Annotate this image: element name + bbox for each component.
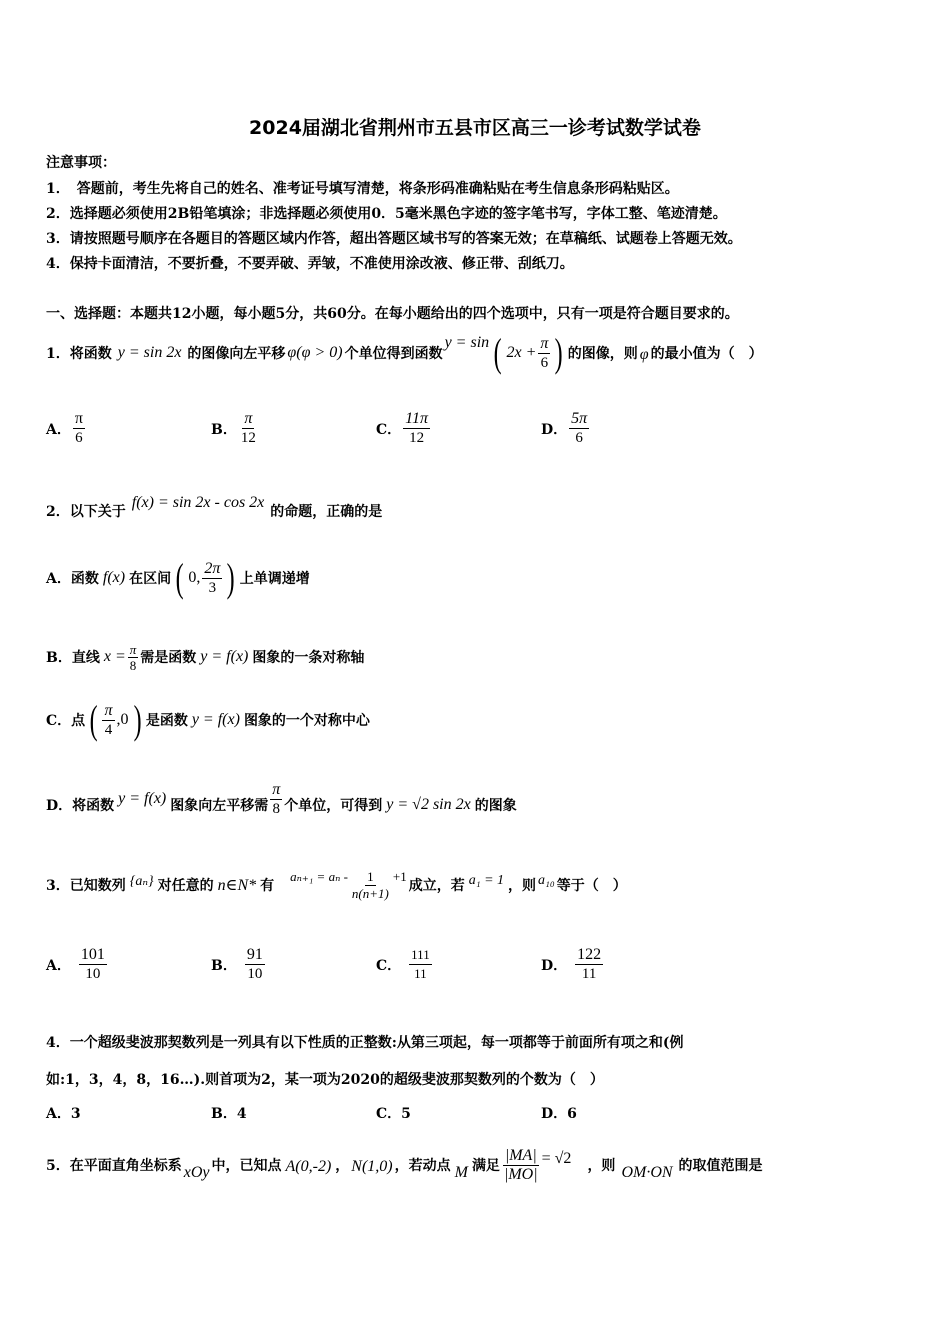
- question-3: [46, 862, 627, 908]
- q5-text-5: 满足: [471, 1158, 500, 1174]
- q3-math-2: n∈N*: [217, 877, 257, 894]
- q1-option-a: [46, 410, 85, 447]
- q2-option-c: [46, 697, 370, 743]
- q3-text-3: 有: [260, 878, 275, 894]
- option-math: y = f(x): [191, 711, 240, 728]
- notice-heading: 注意事项：: [46, 155, 116, 171]
- option-math: 0,: [188, 569, 201, 586]
- option-label: A．: [46, 421, 71, 438]
- option-label: C．: [376, 421, 402, 438]
- question-2: [46, 496, 382, 526]
- q5-math-3: N(1,0): [351, 1158, 393, 1175]
- frac-den: 8: [272, 800, 280, 817]
- option-text: 是函数: [145, 713, 188, 729]
- option-fraction: [245, 946, 265, 983]
- frac-num: 2π: [204, 559, 221, 577]
- option-math: x =: [103, 648, 126, 665]
- frac-den: 11: [581, 966, 597, 982]
- q1-text-4: 的图像，则: [567, 346, 638, 362]
- q3-math-5: a₁₀: [538, 873, 555, 888]
- q2-text-1: 2．以下关于: [46, 504, 126, 520]
- option-fraction: [409, 946, 432, 983]
- frac-den: 12: [240, 430, 256, 446]
- option-math: ,0: [116, 711, 129, 728]
- q4-option-d: D．6: [541, 1106, 577, 1122]
- q3-math-1: {aₙ}: [129, 873, 154, 889]
- frac-den: 12: [409, 430, 425, 446]
- option-text: 个单位，可得到: [284, 798, 383, 814]
- q4-option-a: A．3: [46, 1106, 81, 1122]
- frac-num: π: [104, 701, 113, 719]
- q3-text-5: ，则: [508, 878, 537, 894]
- q5-math-1: xOy: [183, 1164, 210, 1181]
- frac-den: 6: [75, 430, 83, 446]
- option-text: C．点: [46, 713, 86, 729]
- option-text: 图象的一个对称中心: [243, 713, 370, 729]
- notice-item-3: 3．请按照题号顺序在各题目的答题区域内作答，超出答题区域书写的答案无效；在草稿纸、试题卷上答题无效。: [46, 231, 742, 247]
- q1-frac-num: π: [540, 334, 549, 352]
- frac-den: 11: [414, 966, 427, 981]
- notice-item-1: 1． 答题前，考生先将自己的姓名、准考证号填写清楚，将条形码准确粘贴在考生信息条形码粘贴区。: [46, 181, 679, 197]
- option-fraction: [403, 410, 430, 447]
- option-fraction: [239, 410, 258, 447]
- q3-option-c: [376, 946, 432, 983]
- frac-den: n(n+1): [351, 885, 389, 901]
- option-fraction: [202, 560, 222, 597]
- q5-fraction: [502, 1147, 540, 1184]
- q3-text-1: 3．已知数列: [46, 878, 126, 894]
- q4-option-b: B．4: [211, 1106, 247, 1122]
- frac-den: 3: [208, 579, 217, 596]
- section-heading: 一、选择题：本题共12小题，每小题5分，共60分。在每小题给出的四个选项中，只有一项是符合题目要求的。: [46, 306, 739, 322]
- option-text: A．函数: [46, 571, 99, 587]
- frac-den: |MO|: [503, 1165, 538, 1183]
- q1-math-4: φ: [639, 346, 649, 363]
- option-text: 图象的一条对称轴: [252, 650, 365, 666]
- q5-math-4: M: [454, 1164, 468, 1181]
- q1-math-3b: 2x +: [506, 344, 537, 361]
- option-text: 在区间: [129, 571, 172, 587]
- q1-math-1: y = sin 2x: [117, 344, 182, 361]
- q3-option-b: [211, 946, 265, 983]
- q3-math-4: a₁ = 1: [468, 873, 505, 888]
- option-label: B．: [211, 957, 237, 974]
- q5-math-5: = √2: [541, 1150, 572, 1167]
- option-text: 图象向左平移需: [170, 798, 269, 814]
- q1-option-d: [541, 410, 589, 447]
- q3-text-2: 对任意的: [157, 878, 214, 894]
- q5-text-1: 5．在平面直角坐标系: [46, 1158, 182, 1174]
- q5-text-3: ，: [335, 1158, 350, 1174]
- lparen: (: [89, 697, 98, 742]
- q1-option-c: [376, 410, 430, 447]
- q1-lparen: (: [493, 330, 502, 375]
- q2-option-d: [46, 780, 517, 830]
- q5-math-2: A(0,-2): [285, 1158, 332, 1175]
- q3-text-4: 成立，若: [408, 878, 465, 894]
- q3-math-3b: +1: [392, 869, 407, 884]
- frac-num: π: [129, 641, 137, 657]
- option-text: B．直线: [46, 650, 100, 666]
- q5-text-6: ，则: [587, 1158, 616, 1174]
- q3-option-d: [541, 946, 603, 983]
- q1-text-2: 的图像向左平移: [187, 346, 286, 362]
- q3-math-3a: aₙ₊₁ = aₙ -: [290, 869, 348, 884]
- frac-num: π: [272, 780, 281, 798]
- frac-num: |MA|: [504, 1146, 537, 1164]
- option-label: C．: [376, 957, 402, 974]
- q2-option-a: [46, 555, 310, 601]
- option-math: f(x): [102, 569, 126, 586]
- option-label: D．: [541, 957, 568, 974]
- q1-rparen: ): [555, 330, 564, 375]
- q1-math-3a: y = sin: [444, 334, 490, 351]
- q3-option-a: [46, 946, 107, 983]
- option-text: 上单调递增: [239, 571, 310, 587]
- option-fraction: [575, 946, 603, 983]
- option-math: y = f(x): [118, 790, 167, 807]
- option-text: 需是函数: [140, 650, 197, 666]
- q1-math-2: φ(φ > 0): [287, 344, 343, 361]
- frac-den: 8: [129, 657, 137, 673]
- rparen: ): [133, 697, 142, 742]
- option-text: 的图象: [474, 798, 517, 814]
- option-label: B．: [211, 421, 237, 438]
- frac-den: 10: [247, 966, 263, 982]
- q1-text-5: 的最小值为（ ）: [650, 346, 763, 362]
- q1-frac-den: 6: [540, 354, 549, 371]
- lparen: (: [175, 555, 184, 600]
- q5-text-7: 的取值范围是: [678, 1158, 763, 1174]
- q4-option-c: C．5: [376, 1106, 411, 1122]
- notice-item-4: 4．保持卡面清洁，不要折叠，不要弄破、弄皱，不准使用涂改液、修正带、刮纸刀。: [46, 256, 574, 272]
- frac-num: 122: [577, 946, 602, 963]
- option-label: D．: [541, 421, 568, 438]
- q2-math-1: f(x) = sin 2x - cos 2x: [131, 494, 265, 511]
- frac-num: 91: [246, 946, 263, 963]
- option-fraction: [102, 702, 114, 739]
- frac-den: 6: [575, 430, 583, 446]
- q5-text-2: 中，已知点: [211, 1158, 282, 1174]
- notice-item-2: 2．选择题必须使用2B铅笔填涂；非选择题必须使用0．5毫米黑色字迹的签字笔书写，字体工整、笔迹清楚。: [46, 206, 727, 222]
- q1-option-b: [211, 410, 258, 447]
- frac-num: π: [74, 410, 83, 427]
- q4-line-1: 4．一个超级斐波那契数列是一列具有以下性质的正整数:从第三项起，每一项都等于前面所有项之和(例: [46, 1035, 684, 1051]
- q5-text-4: ，若动点: [394, 1158, 451, 1174]
- frac-num: 111: [409, 946, 432, 965]
- option-math: y = f(x): [200, 648, 249, 665]
- q1-text-3: 个单位得到函数: [344, 346, 443, 362]
- option-fraction: [79, 946, 107, 983]
- question-5: [46, 1140, 763, 1190]
- q2-text-2: 的命题，正确的是: [270, 504, 383, 520]
- frac-num: 11π: [405, 410, 428, 427]
- option-text: D．将函数: [46, 798, 115, 814]
- frac-num: 101: [80, 946, 105, 963]
- option-label: A．: [46, 957, 71, 974]
- q1-fraction: [538, 335, 550, 372]
- frac-num: π: [244, 410, 253, 427]
- q3-text-6: 等于（ ）: [556, 878, 627, 894]
- q4-line-2: 如:1，3，4，8，16…).则首项为2，某一项为2020的超级斐波那契数列的个数为（ ）: [46, 1072, 604, 1088]
- page-title: 2024届湖北省荆州市五县市区高三一诊考试数学试卷: [249, 117, 701, 139]
- rparen: ): [227, 555, 236, 600]
- frac-num: 1: [367, 868, 374, 884]
- option-fraction: [73, 410, 85, 447]
- frac-num: 5π: [571, 410, 588, 427]
- q2-option-b: [46, 637, 364, 677]
- option-fraction: [128, 642, 139, 673]
- option-math: y = √2 sin 2x: [386, 796, 471, 813]
- q3-fraction: [350, 869, 391, 902]
- question-1: [46, 330, 763, 376]
- frac-den: 4: [104, 721, 113, 738]
- q1-text-1: 1．将函数: [46, 346, 112, 362]
- q5-math-6: OM·ON: [621, 1164, 673, 1181]
- option-fraction: [270, 781, 282, 818]
- option-fraction: [569, 410, 589, 447]
- frac-den: 10: [85, 966, 101, 982]
